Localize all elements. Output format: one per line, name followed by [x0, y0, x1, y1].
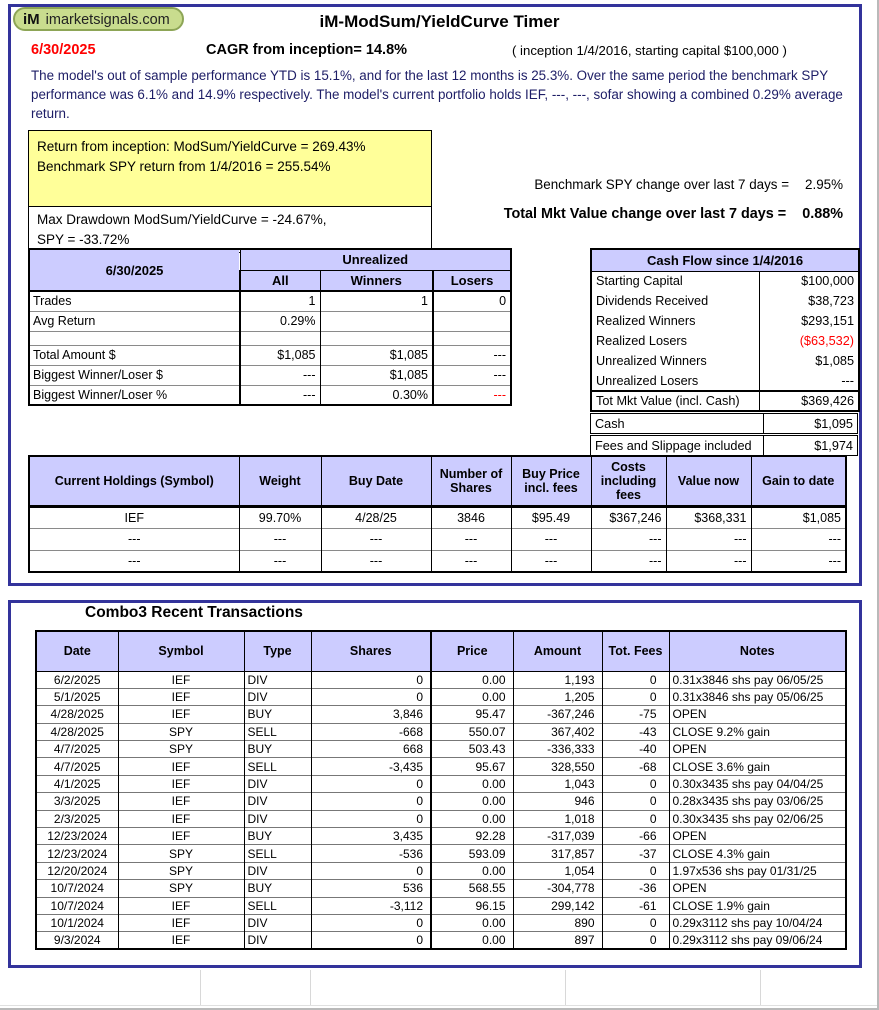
- model-description: The model's out of sample performance YTD is 15.1%, and for the last 12 months is 25.3%. Over the same period the benchmark SPY performance was 6.1% and 14.9% respectively. The model's current portfolio holds IEF, ---, ---, sofar showing a combined 0.29% average return.: [31, 68, 843, 121]
- logo-text: imarketsignals.com: [45, 11, 170, 28]
- transaction-row: 4/1/2025 IEF DIV 0 0.00 1,043 0 0.30x3435 shs pay 04/04/25: [36, 775, 846, 792]
- total-mkt-value-row: Tot Mkt Value (incl. Cash) $369,426: [591, 391, 859, 411]
- hold-col-costs: Costs including fees: [591, 456, 666, 506]
- cash-flow-row: Unrealized Winners $1,085: [591, 351, 859, 371]
- tx-col-fees: Tot. Fees: [602, 631, 669, 671]
- transaction-row: 3/3/2025 IEF DIV 0 0.00 946 0 0.28x3435 shs pay 03/06/25: [36, 793, 846, 810]
- transaction-row: 6/2/2025 IEF DIV 0 0.00 1,193 0 0.31x3846 shs pay 06/05/25: [36, 671, 846, 688]
- cash-flow-row: Unrealized Losers ---: [591, 371, 859, 391]
- transactions-title: Combo3 Recent Transactions: [85, 604, 303, 621]
- gridline: [310, 970, 311, 1006]
- unrealized-row: Biggest Winner/Loser % --- 0.30% ---: [29, 385, 511, 405]
- spy-change-value: 2.95%: [805, 177, 843, 192]
- tx-col-notes: Notes: [669, 631, 846, 671]
- gridline: [565, 970, 566, 1006]
- fees-row: Fees and Slippage included $1,974: [590, 435, 858, 456]
- unrealized-group-header: Unrealized: [240, 249, 511, 270]
- unrealized-rows: [29, 291, 511, 405]
- holdings-rows: [29, 506, 846, 572]
- hold-col-weight: Weight: [239, 456, 321, 506]
- page-title: iM-ModSum/YieldCurve Timer: [319, 12, 560, 31]
- cash-flow-table: [590, 248, 860, 412]
- gridline: [760, 970, 761, 1006]
- report-date: 6/30/2025: [31, 42, 96, 58]
- tx-col-shares: Shares: [311, 631, 431, 671]
- total-mkt-value: $369,426: [759, 391, 859, 411]
- cash-row: Cash $1,095: [590, 413, 858, 434]
- transaction-row: 10/7/2024 SPY BUY 536 568.55 -304,778 -36 OPEN: [36, 880, 846, 897]
- tx-col-price: Price: [431, 631, 513, 671]
- unrealized-row: Avg Return 0.29%: [29, 311, 511, 331]
- cash-flow-row: Realized Winners $293,151: [591, 311, 859, 331]
- hold-col-buyprice: Buy Price incl. fees: [511, 456, 591, 506]
- unrealized-row: Biggest Winner/Loser $ --- $1,085 ---: [29, 365, 511, 385]
- hold-col-symbol: Current Holdings (Symbol): [29, 456, 239, 506]
- cash-value: $1,095: [814, 416, 853, 431]
- return-summary-box: [28, 130, 432, 207]
- transaction-row: 12/23/2024 SPY SELL -536 593.09 317,857 -37 CLOSE 4.3% gain: [36, 845, 846, 862]
- unrealized-date-header: 6/30/2025: [29, 249, 240, 291]
- gridline: [0, 1005, 879, 1006]
- drawdown-box: [28, 206, 432, 253]
- spy-change-line: Benchmark SPY change over last 7 days = 2.95%: [534, 177, 843, 192]
- transaction-row: 2/3/2025 IEF DIV 0 0.00 1,018 0 0.30x3435 shs pay 02/06/25: [36, 810, 846, 827]
- tx-col-date: Date: [36, 631, 118, 671]
- transaction-row: 4/28/2025 SPY SELL -668 550.07 367,402 -43 CLOSE 9.2% gain: [36, 723, 846, 740]
- hold-col-gain: Gain to date: [751, 456, 846, 506]
- transaction-row: 10/1/2024 IEF DIV 0 0.00 890 0 0.29x3112 shs pay 10/04/24: [36, 914, 846, 931]
- transaction-row: 5/1/2025 IEF DIV 0 0.00 1,205 0 0.31x3846 shs pay 05/06/25: [36, 688, 846, 705]
- mkt-change-value: 0.88%: [802, 206, 843, 222]
- return-inception-line: Return from inception: ModSum/YieldCurve = 269.43%: [37, 139, 366, 154]
- hold-col-buydate: Buy Date: [321, 456, 431, 506]
- cagr-line: CAGR from inception= 14.8%: [206, 42, 408, 58]
- cash-flow-row: Dividends Received $38,723: [591, 291, 859, 311]
- cash-flow-title: Cash Flow since 1/4/2016: [591, 249, 859, 271]
- drawdown-line1: Max Drawdown ModSum/YieldCurve = -24.67%,: [37, 212, 327, 227]
- tx-col-amount: Amount: [513, 631, 602, 671]
- transaction-row: 12/20/2024 SPY DIV 0 0.00 1,054 0 1.97x536 shs pay 01/31/25: [36, 862, 846, 879]
- benchmark-return-line: Benchmark SPY return from 1/4/2016 = 255.54%: [37, 159, 331, 174]
- transaction-row: 9/3/2024 IEF DIV 0 0.00 897 0 0.29x3112 shs pay 09/06/24: [36, 932, 846, 950]
- cash-flow-row: Realized Losers ($63,532): [591, 331, 859, 351]
- unrealized-row: Trades 1 1 0: [29, 291, 511, 311]
- col-losers: Losers: [433, 270, 511, 291]
- col-winners: Winners: [320, 270, 433, 291]
- transaction-row: 12/23/2024 IEF BUY 3,435 92.28 -317,039 -66 OPEN: [36, 828, 846, 845]
- transactions-rows: [36, 671, 846, 949]
- unrealized-table: [28, 248, 512, 406]
- im-logo-icon: iM: [23, 11, 40, 28]
- unrealized-row: Total Amount $ $1,085 $1,085 ---: [29, 345, 511, 365]
- fees-value: $1,974: [814, 438, 853, 453]
- inception-note: ( inception 1/4/2016, starting capital $100,000 ): [512, 43, 787, 58]
- transaction-row: 4/28/2025 IEF BUY 3,846 95.47 -367,246 -75 OPEN: [36, 706, 846, 723]
- gridline: [200, 970, 201, 1006]
- transaction-row: 4/7/2025 IEF SELL -3,435 95.67 328,550 -68 CLOSE 3.6% gain: [36, 758, 846, 775]
- transaction-row: 10/7/2024 IEF SELL -3,112 96.15 299,142 -61 CLOSE 1.9% gain: [36, 897, 846, 914]
- tx-col-symbol: Symbol: [118, 631, 244, 671]
- hold-col-valuenow: Value now: [666, 456, 751, 506]
- holdings-row: --- --- --- --- --- --- --- ---: [29, 528, 846, 550]
- cash-flow-rows: [591, 271, 859, 391]
- tx-col-type: Type: [244, 631, 311, 671]
- drawdown-line2: SPY = -33.72%: [37, 232, 130, 247]
- mkt-value-change-line: Total Mkt Value change over last 7 days = 0.88%: [503, 206, 843, 222]
- unrealized-row: [29, 331, 511, 345]
- holdings-table: [28, 455, 847, 573]
- cash-flow-row: Starting Capital $100,000: [591, 271, 859, 291]
- col-all: All: [240, 270, 320, 291]
- holdings-row: --- --- --- --- --- --- --- ---: [29, 550, 846, 572]
- transactions-table: [35, 630, 847, 950]
- transaction-row: 4/7/2025 SPY BUY 668 503.43 -336,333 -40 OPEN: [36, 741, 846, 758]
- hold-col-shares: Number of Shares: [431, 456, 511, 506]
- holdings-row: IEF 99.70% 4/28/25 3846 $95.49 $367,246 $368,331 $1,085: [29, 506, 846, 528]
